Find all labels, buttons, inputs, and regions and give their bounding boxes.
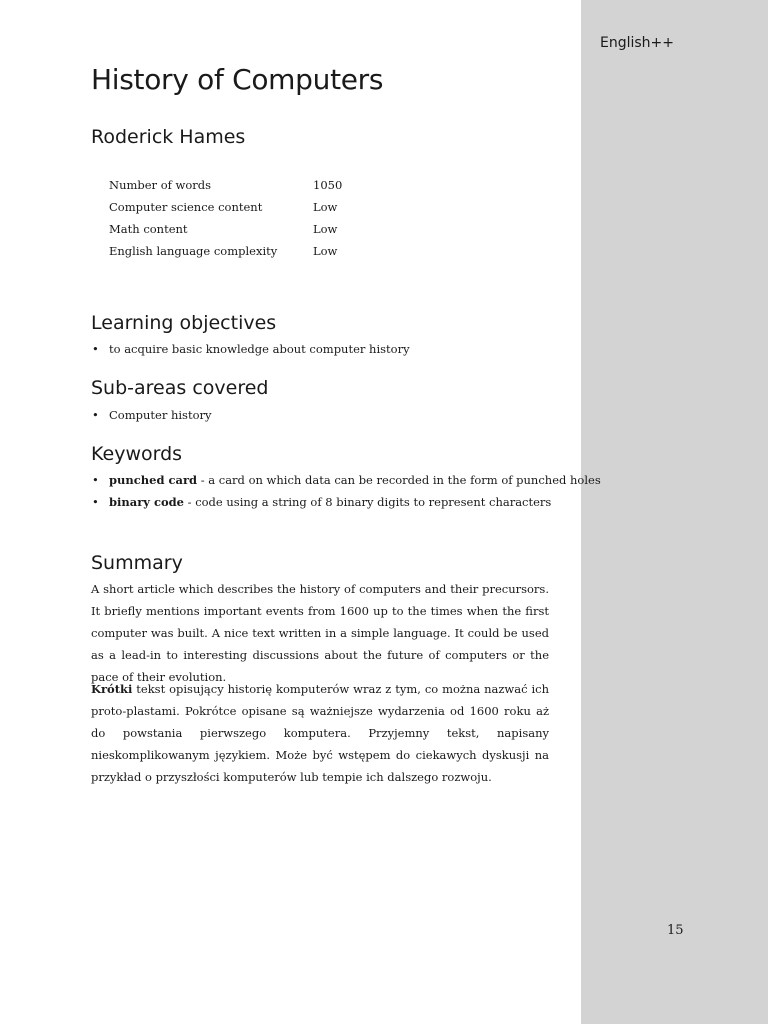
list-item: • to acquire basic knowledge about computer history bbox=[91, 338, 410, 360]
keyword-term: binary code bbox=[109, 495, 184, 509]
page-title: History of Computers bbox=[91, 63, 384, 96]
list-item: • Computer history bbox=[91, 404, 212, 426]
metadata-label: Number of words bbox=[109, 178, 212, 192]
metadata-row bbox=[109, 240, 338, 262]
brand-label: English++ bbox=[600, 35, 675, 51]
summary-english-paragraph: A short article which describes the history of computers and their precursors. It briefly mentions important events from 1600 up to the times when the first computer was built. A nice text written in a simple language. It could be used as a lead-in to interesting discussions about the future of computers or the pace of their evolution. bbox=[91, 582, 549, 684]
metadata-row bbox=[109, 218, 338, 240]
summary-heading: Summary bbox=[91, 552, 183, 574]
metadata-value: Low bbox=[313, 200, 338, 214]
keyword-item bbox=[91, 469, 601, 491]
keyword-term: punched card bbox=[109, 473, 198, 487]
keywords-list bbox=[91, 469, 601, 513]
keywords-heading: Keywords bbox=[91, 443, 183, 465]
page-number: 15 bbox=[667, 923, 684, 938]
learning-objectives-list bbox=[91, 338, 410, 360]
keyword-definition: - a card on which data can be recorded in the form of punched holes bbox=[197, 473, 601, 487]
metadata-row bbox=[109, 196, 338, 218]
keyword-definition: - code using a string of 8 binary digits to represent characters bbox=[184, 495, 552, 509]
page-sidebar bbox=[581, 0, 768, 1024]
sub-areas-list bbox=[91, 404, 212, 426]
sub-areas-heading: Sub-areas covered bbox=[91, 377, 269, 399]
learning-objectives-heading: Learning objectives bbox=[91, 312, 277, 334]
metadata-value: 1050 bbox=[313, 178, 343, 192]
metadata-value: Low bbox=[313, 244, 338, 258]
metadata-row bbox=[109, 174, 343, 196]
summary-polish-text: tekst opisujący historię komputerów wraz z tym, co można nazwać ich proto-plastami. Pokrótce opisane są ważniejsze wydarzenia od 1600 roku aż do powstania pierwszego komputera. Przyjemny tekst, napisany nieskomplikowanym językiem. Może być wstępem do ciekawych dyskusji na przykład o przyszłości komputerów lub tempie ich dalszego rozwoju. bbox=[91, 682, 549, 784]
metadata-table bbox=[109, 174, 343, 262]
author-name: Roderick Hames bbox=[91, 126, 246, 148]
metadata-label: Computer science content bbox=[109, 200, 263, 214]
keyword-item bbox=[91, 491, 601, 513]
metadata-value: Low bbox=[313, 222, 338, 236]
summary-polish-lead: Krótki bbox=[91, 682, 133, 696]
summary-polish-paragraph bbox=[91, 678, 549, 788]
metadata-label: Math content bbox=[109, 222, 188, 236]
metadata-label: English language complexity bbox=[109, 244, 278, 258]
